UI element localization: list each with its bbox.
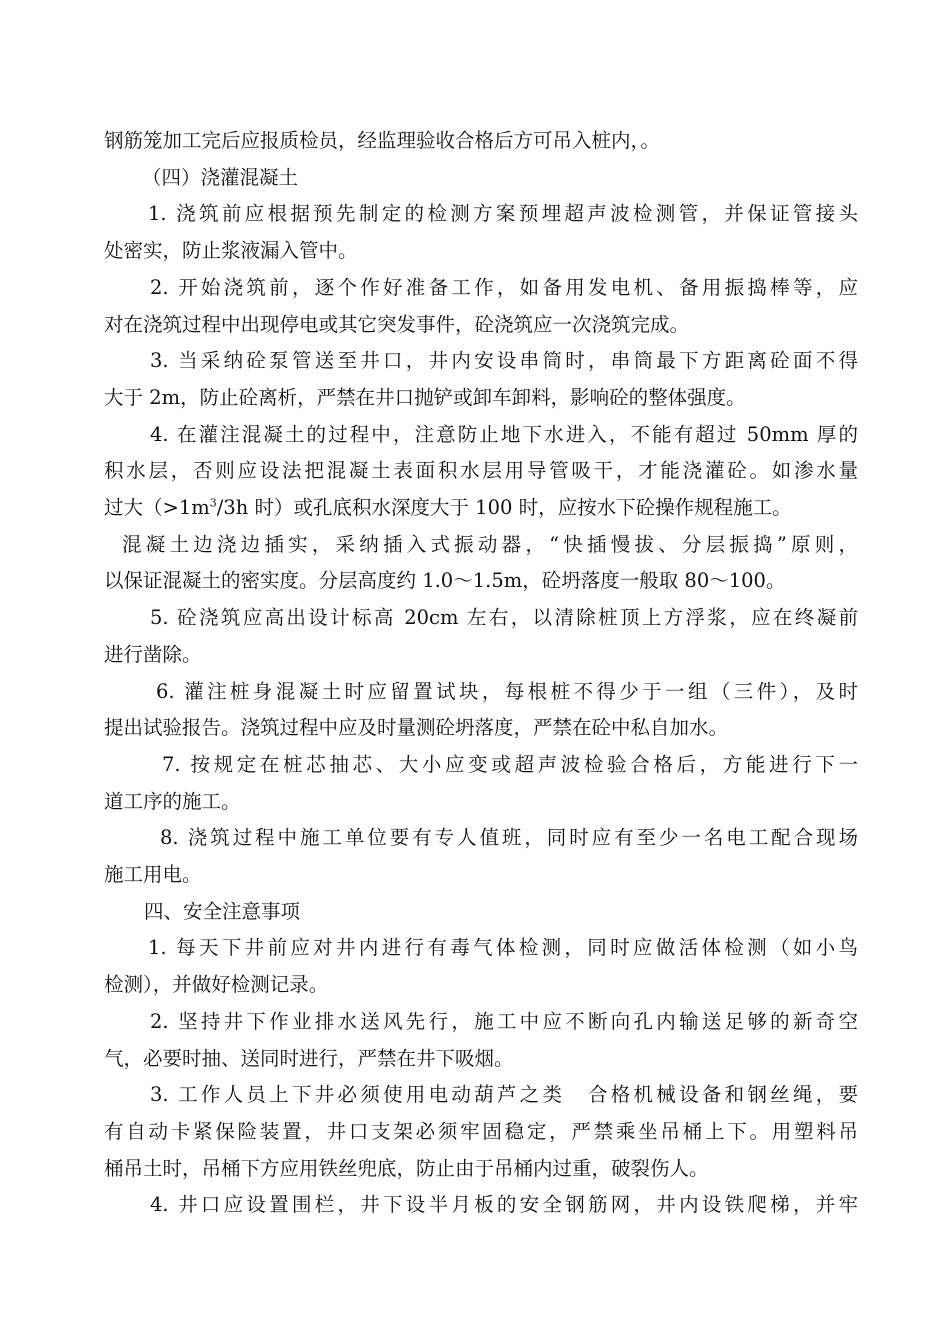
text-line: 8. 浇筑过程中施工单位要有专人值班，同时应有至少一名电工配合现场 [160, 826, 858, 850]
text-line: 2. 开始浇筑前，逐个作好准备工作，如备用发电机、备用振捣棒等，应 [150, 275, 858, 299]
text-line: 5. 砼浇筑应高出设计标高 20cm 左右，以清除桩顶上方浮浆，应在终凝前 [150, 606, 858, 630]
text-line: 对在浇筑过程中出现停电或其它突发事件，砼浇筑应一次浇筑完成。 [104, 312, 690, 336]
text-line: （四）浇灌混凝土 [142, 165, 299, 189]
text-line: 提出试验报告。浇筑过程中应及时量测砼坍落度，严禁在砼中私自加水。 [104, 716, 729, 740]
text-segment: 过大（>1m [104, 496, 210, 519]
text-line: 3. 当采纳砼泵管送至井口，井内安设串筒时，串筒最下方距离砼面不得 [150, 349, 858, 373]
text-line: 1. 浇筑前应根据预先制定的检测方案预埋超声波检测管，并保证管接头 [148, 202, 858, 226]
text-line: 6. 灌注桩身混凝土时应留置试块，每根桩不得少于一组（三件），及时 [156, 679, 858, 703]
text-line: 4. 井口应设置围栏，井下设半月板的安全钢筋网，井内设铁爬梯，并牢 [150, 1193, 858, 1217]
text-line: 施工用电。 [104, 863, 202, 886]
text-line: 2. 坚持井下作业排水送风先行，施工中应不断向孔内输送足够的新奇空 [150, 1009, 858, 1033]
text-line: 7. 按规定在桩芯抽芯、大小应变或超声波检验合格后，方能进行下一 [162, 752, 858, 776]
text-line: 大于 2m，防止砼离析，严禁在井口抛铲或卸车卸料，影响砼的整体强度。 [104, 385, 746, 409]
text-line: 检测），并做好检测记录。 [104, 973, 329, 997]
text-line: 3. 工作人员上下井必须使用电动葫芦之类 合格机械设备和钢丝绳，要 [150, 1083, 858, 1107]
text-line: 积水层，否则应设法把混凝土表面积水层用导管吸干，才能浇灌砼。如渗水量 [104, 459, 858, 483]
text-line: 处密实，防止浆液漏入管中。 [104, 239, 358, 263]
text-line: 桶吊土时，吊桶下方应用铁丝兜底，防止由于吊桶内过重，破裂伤人。 [104, 1156, 709, 1180]
text-line: 气，必要时抽、送同时进行，严禁在井下吸烟。 [104, 1046, 514, 1070]
text-line: 1. 每天下井前应对井内进行有毒气体检测，同时应做活体检测（如小鸟 [148, 936, 858, 960]
text-line: 钢筋笼加工完后应报质检员，经监理验收合格后方可吊入桩内，。 [104, 129, 660, 152]
text-line [104, 488, 858, 528]
text-line: 有自动卡紧保险装置，井口支架必须牢固稳定，严禁乘坐吊桶上下。用塑料吊 [104, 1119, 858, 1143]
text-line: 道工序的施工。 [104, 789, 241, 813]
text-line: 混凝土边浇边插实，采纳插入式振动器，“快插慢拔、分层振捣”原则， [122, 532, 858, 556]
text-line: 4. 在灌注混凝土的过程中，注意防止地下水进入，不能有超过 50mm 厚的 [150, 422, 858, 446]
superscript: 3 [209, 496, 217, 510]
text-line: 四、安全注意事项 [144, 899, 301, 923]
text-segment: /3h 时）或孔底积水深度大于 100 时，应按水下砼操作规程施工。 [216, 496, 792, 519]
text-line: 进行凿除。 [104, 642, 202, 666]
text-line: 以保证混凝土的密实度。分层高度约 1.0～1.5m，砼坍落度一般取 80～100。 [104, 569, 786, 593]
